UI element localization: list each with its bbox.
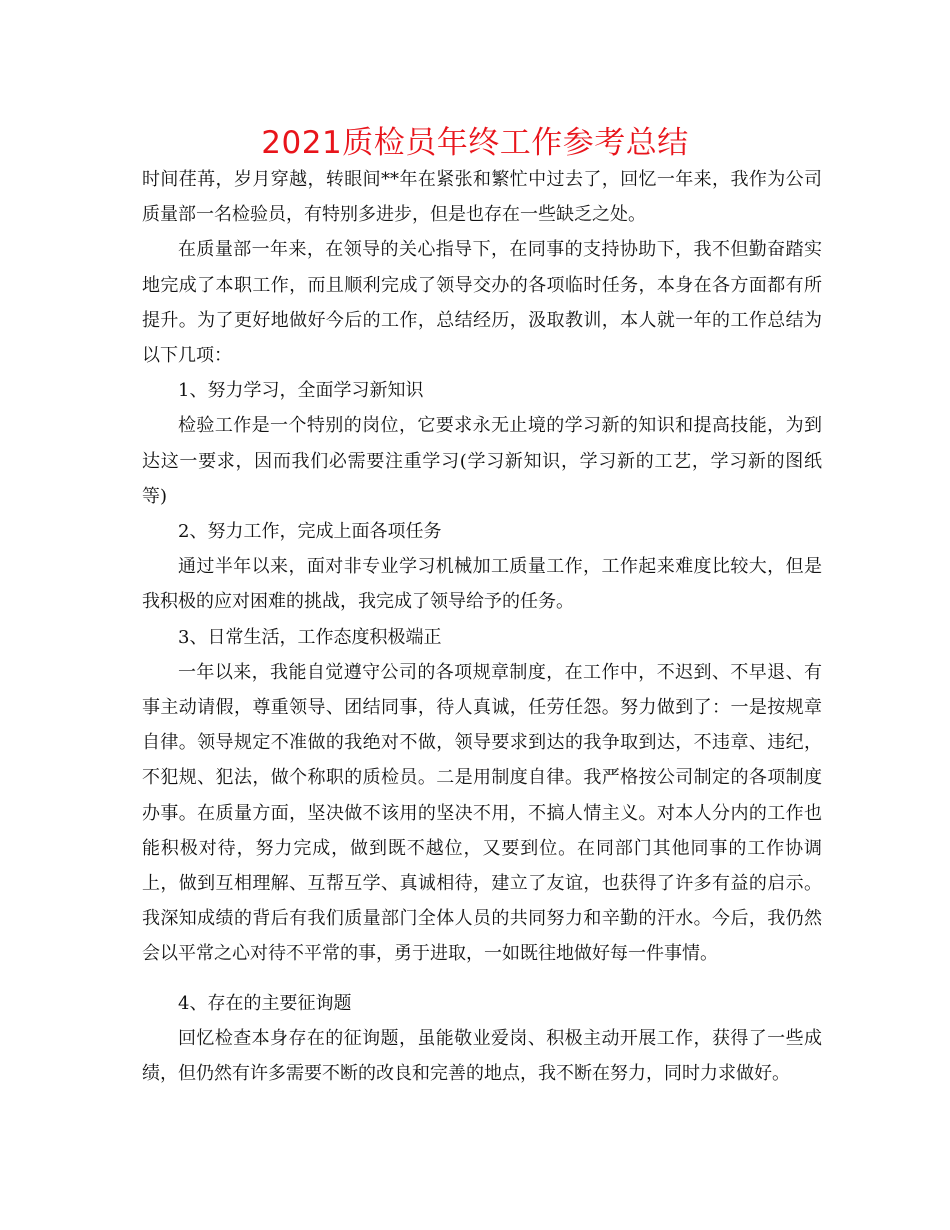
paragraph-attitude: 一年以来，我能自觉遵守公司的各项规章制度，在工作中，不迟到、不早退、有事主动请假，尊重领导、团结同事，待人真诚，任劳任怨。努力做到了：一是按规章自律。领导规定不准做的我绝对不做，领导要求到达的我争取到达，不违章、违纪，不犯规、犯法，做个称职的质检员。二是用制度自律。我严格按公司制定的各项制度办事。在质量方面，坚决做不该用的坚决不用，不搞人情主义。对本人分内的工作也能积极对待，努力完成，做到既不越位，又要到位。在同部门其他同事的工作协调上，做到互相理解、互帮互学、真诚相待，建立了友谊，也获得了许多有益的启示。我深知成绩的背后有我们质量部门全体人员的共同努力和辛勤的汗水。今后，我仍然会以平常之心对待不平常的事，勇于进取，一如既往地做好每一件事情。 [142, 661, 822, 965]
paragraph-problems: 回忆检查本身存在的征询题，虽能敬业爱岗、积极主动开展工作，获得了一些成绩，但仍然有许多需要不断的改良和完善的地点，我不断在努力，同时力求做好。 [142, 1027, 822, 1085]
paragraph-work: 通过半年以来，面对非专业学习机械加工质量工作，工作起来难度比较大，但是我积极的应对困难的挑战，我完成了领导给予的任务。 [142, 556, 822, 613]
document-title: 2021质检员年终工作参考总结 [261, 125, 689, 161]
paragraph-study: 检验工作是一个特别的岗位，它要求永无止境的学习新的知识和提高技能，为到达这一要求，因而我们必需要注重学习(学习新知识，学习新的工艺，学习新的图纸等) [142, 415, 822, 507]
section-heading-1: 1、努力学习，全面学习新知识 [178, 380, 424, 402]
document-body [142, 162, 822, 1091]
paragraph-intro: 时间荏苒，岁月穿越，转眼间**年在紧张和繁忙中过去了，回忆一年来，我作为公司质量部一名检验员，有特别多进步，但是也存在一些缺乏之处。 [142, 169, 822, 226]
section-heading-4: 4、存在的主要征询题 [178, 992, 352, 1014]
paragraph-overview: 在质量部一年来，在领导的关心指导下，在同事的支持协助下，我不但勤奋踏实地完成了本职工作，而且顺利完成了领导交办的各项临时任务，本身在各方面都有所提升。为了更好地做好今后的工作，总结经历，汲取教训，本人就一年的工作总结为以下几项： [142, 239, 822, 367]
section-heading-2: 2、努力工作，完成上面各项任务 [178, 521, 442, 543]
section-heading-3: 3、日常生活，工作态度积极端正 [178, 626, 442, 648]
